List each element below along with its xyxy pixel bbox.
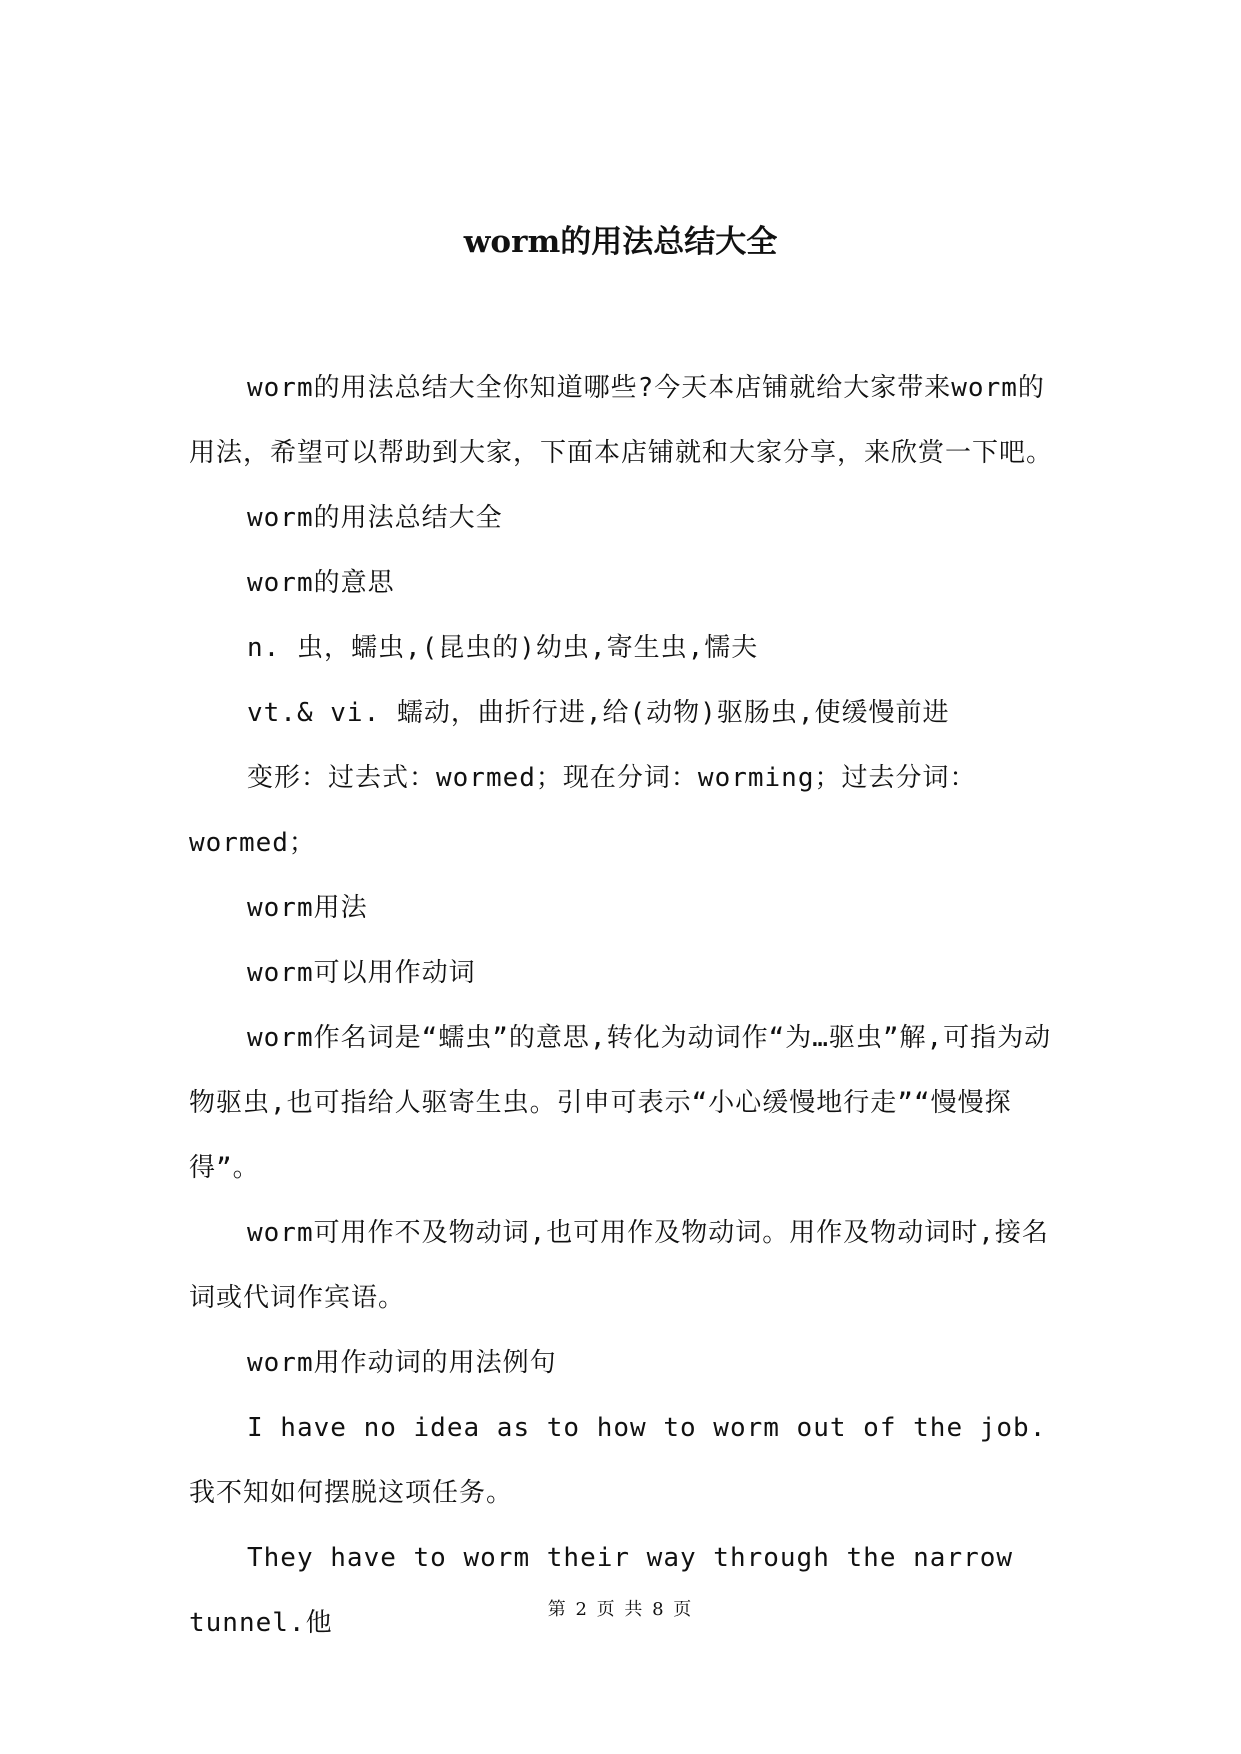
paragraph-verb-definition: vt.& vi. 蠕动，曲折行进,给(动物)驱肠虫,使缓慢前进	[247, 698, 950, 728]
paragraph-intro: worm的用法总结大全你知道哪些?今天本店铺就给大家带来worm的用法，希望可以帮助到大家，下面本店铺就和大家分享，来欣赏一下吧。	[189, 373, 1054, 468]
paragraph-example-2: They have to worm their way through the narrow tunnel.他	[189, 1543, 1014, 1638]
paragraph-inflections: 变形：过去式：wormed；现在分词：worming；过去分词：wormed；	[189, 763, 977, 858]
paragraph-noun-definition: n. 虫，蠕虫,(昆虫的)幼虫,寄生虫,懦夫	[247, 633, 759, 663]
paragraph-verb-usage-heading: worm可以用作动词	[247, 958, 476, 988]
paragraph-meaning-heading: worm的意思	[247, 568, 395, 598]
paragraph-heading: worm的用法总结大全	[247, 503, 503, 533]
paragraph-transitivity: worm可用作不及物动词,也可用作及物动词。用作及物动词时,接名词或代词作宾语。	[189, 1218, 1049, 1313]
paragraph-usage-heading: worm用法	[247, 893, 368, 923]
document-title: worm的用法总结大全	[463, 224, 778, 260]
page-number-footer: 第 2 页 共 8 页	[547, 1599, 694, 1620]
paragraph-verb-explanation: worm作名词是“蠕虫”的意思,转化为动词作“为…驱虫”解,可指为动物驱虫,也可指给人驱寄生虫。引申可表示“小心缓慢地行走”“慢慢探得”。	[189, 1023, 1052, 1183]
document-body	[189, 356, 1059, 1656]
paragraph-example-1: I have no idea as to how to worm out of the job.我不知如何摆脱这项任务。	[189, 1413, 1047, 1508]
paragraph-examples-heading: worm用作动词的用法例句	[247, 1348, 557, 1378]
